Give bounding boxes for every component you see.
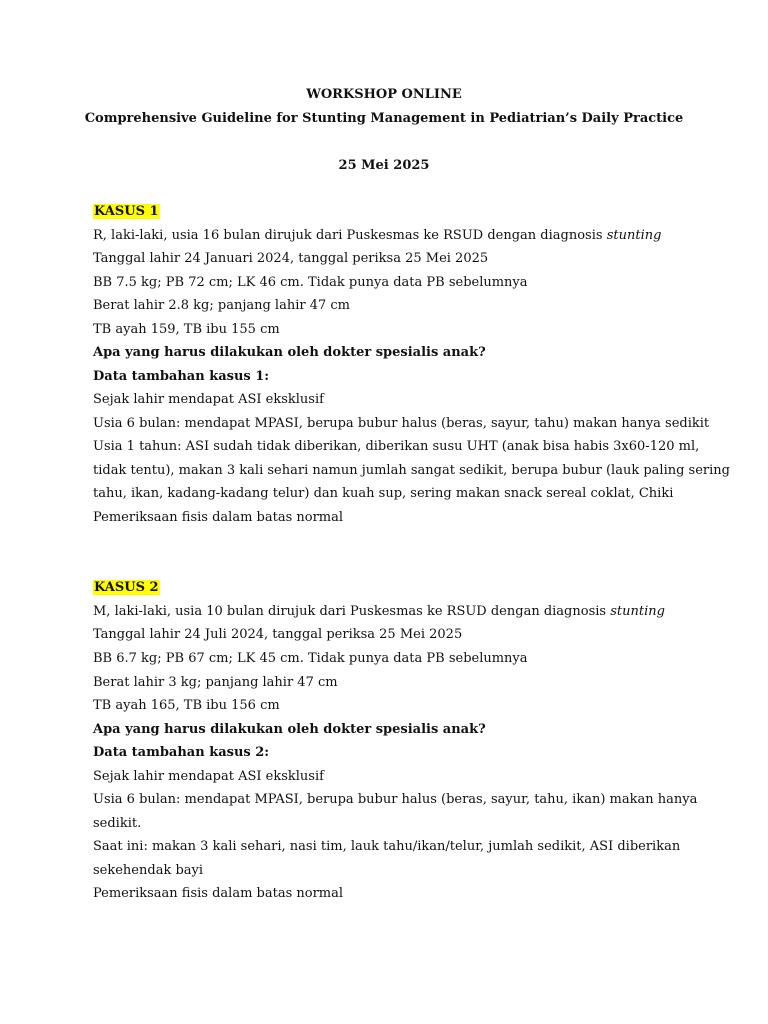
case1-question: Apa yang harus dilakukan oleh dokter spesialis anak? <box>93 345 486 360</box>
case1-line1-italic: stunting <box>606 228 662 243</box>
case1-line5: TB ayah 159, TB ibu 155 cm <box>93 322 280 337</box>
case1-line3: BB 7.5 kg; PB 72 cm; LK 46 cm. Tidak punya data PB sebelumnya <box>93 275 528 290</box>
case1-extra2: Usia 6 bulan: mendapat MPASI, berupa bubur halus (beras, sayur, tahu) makan hanya sedikit <box>93 416 710 431</box>
case2-extra3b: sekehendak bayi <box>93 863 204 878</box>
case2-heading-line <box>93 579 160 597</box>
case1-extra4: Pemeriksaan fisis dalam batas normal <box>93 510 344 525</box>
case1-heading: KASUS 1 <box>94 204 159 219</box>
case2-extra-heading: Data tambahan kasus 2: <box>93 745 270 760</box>
case2-extra2a: Usia 6 bulan: mendapat MPASI, berupa bubur halus (beras, sayur, tahu, ikan) makan hanya <box>93 792 698 807</box>
case1-extra3a: Usia 1 tahun: ASI sudah tidak diberikan, diberikan susu UHT (anak bisa habis 3x60-120 ml, <box>93 439 700 454</box>
case1-line1 <box>93 227 661 245</box>
case2-line5: TB ayah 165, TB ibu 156 cm <box>93 698 280 713</box>
case2-line1 <box>93 603 665 621</box>
case1-extra-heading: Data tambahan kasus 1: <box>93 369 270 384</box>
workshop-subtitle: Comprehensive Guideline for Stunting Management in Pediatrian’s Daily Practice <box>84 111 684 126</box>
case2-extra4: Pemeriksaan fisis dalam batas normal <box>93 886 344 901</box>
case2-extra3a: Saat ini: makan 3 kali sehari, nasi tim, lauk tahu/ikan/telur, jumlah sedikit, ASI diberikan <box>93 839 681 854</box>
case2-line1-italic: stunting <box>610 604 665 619</box>
case2-extra1: Sejak lahir mendapat ASI eksklusif <box>93 769 324 784</box>
case2-extra2b: sedikit. <box>93 816 142 831</box>
workshop-title: WORKSHOP ONLINE <box>306 87 462 102</box>
case2-line2: Tanggal lahir 24 Juli 2024, tanggal periksa 25 Mei 2025 <box>93 627 463 642</box>
case1-heading-line <box>93 203 160 221</box>
case2-question: Apa yang harus dilakukan oleh dokter spesialis anak? <box>93 722 486 737</box>
case1-line2: Tanggal lahir 24 Januari 2024, tanggal periksa 25 Mei 2025 <box>93 251 489 266</box>
case1-extra1: Sejak lahir mendapat ASI eksklusif <box>93 392 324 407</box>
case1-line1-text: R, laki-laki, usia 16 bulan dirujuk dari Puskesmas ke RSUD dengan diagnosis <box>93 228 607 243</box>
workshop-date: 25 Mei 2025 <box>338 158 430 173</box>
case1-extra3b: tidak tentu), makan 3 kali sehari namun jumlah sangat sedikit, berupa bubur (lauk paling sering <box>93 463 730 478</box>
case1-line4: Berat lahir 2.8 kg; panjang lahir 47 cm <box>93 298 350 313</box>
case2-heading: KASUS 2 <box>94 580 159 595</box>
case2-line4: Berat lahir 3 kg; panjang lahir 47 cm <box>93 675 338 690</box>
case1-extra3c: tahu, ikan, kadang-kadang telur) dan kuah sup, sering makan snack sereal coklat, Chiki <box>93 486 674 501</box>
case2-line3: BB 6.7 kg; PB 67 cm; LK 45 cm. Tidak punya data PB sebelumnya <box>93 651 528 666</box>
case2-line1-text: M, laki-laki, usia 10 bulan dirujuk dari Puskesmas ke RSUD dengan diagnosis <box>93 604 611 619</box>
